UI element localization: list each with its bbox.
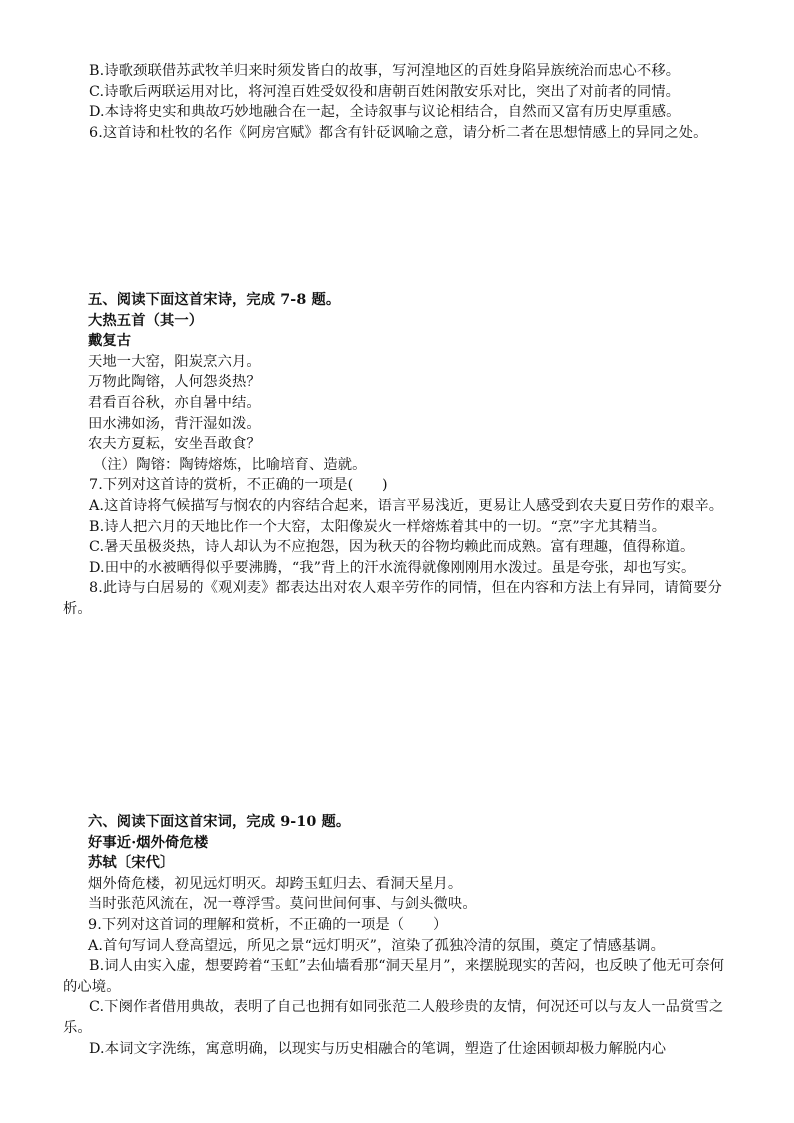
poem-line: 天地一大窑，阳炭烹六月。 bbox=[88, 353, 261, 370]
option-a: A.这首诗将气候描写与悯农的内容结合起来，语言平易浅近，更易让人感受到农夫夏日劳作的艰辛。 bbox=[89, 497, 724, 514]
poem-line: 烟外倚危楼，初见远灯明灭。却跨玉虹归去、看洞天星月。 bbox=[88, 875, 463, 892]
poem-author: 戴复古 bbox=[88, 333, 132, 350]
section-4-tail bbox=[89, 61, 737, 143]
option-b: B.词人由实入虚，想要跨着“玉虹”去仙墙看那“洞天星月”，来摆脱现实的苦闷，也反映了他无可奈何的心境。 bbox=[63, 958, 725, 995]
section-5 bbox=[63, 290, 737, 620]
poem-line: 万物此陶镕，人何怨炎热？ bbox=[88, 374, 261, 391]
question-6: 6.这首诗和杜牧的名作《阿房宫赋》都含有针砭讽喻之意，请分析二者在思想情感上的异同之处。 bbox=[89, 124, 708, 141]
poem-title: 大热五首（其一） bbox=[88, 312, 204, 329]
poem-title: 好事近·烟外倚危楼 bbox=[88, 834, 209, 851]
poem-author: 苏轼〔宋代〕 bbox=[88, 855, 175, 872]
option-d: D.本词文字洗练，寓意明确，以现实与历史相融合的笔调，塑造了仕途困顿却极力解脱内心 bbox=[89, 1040, 667, 1057]
option-c: C.暑天虽极炎热，诗人却认为不应抱怨，因为秋天的谷物均赖此而成熟。富有理趣，值得称道。 bbox=[89, 539, 695, 556]
poem-line: 农夫方夏耘，安坐吾敢食？ bbox=[88, 436, 261, 453]
option-a: A.首句写词人登高望远，所见之景“远灯明灭”，渲染了孤独冷清的氛围，奠定了情感基调。 bbox=[88, 937, 665, 954]
option-b: B.诗歌颈联借苏武牧羊归来时须发皆白的故事，写河湟地区的百姓身陷异族统治而忠心不移。 bbox=[89, 63, 681, 79]
question-8: 8.此诗与白居易的《观刈麦》都表达出对农人艰辛劳作的同情，但在内容和方法上有异同，请简要分析。 bbox=[63, 580, 722, 617]
option-c: C.下阕作者借用典故，表明了自己也拥有如同张范二人般珍贵的友情，何况还可以与友人一品赏雪之乐。 bbox=[63, 999, 724, 1036]
option-d: D.田中的水被晒得似乎要沸腾，“我”背上的汗水流得就像刚刚用水泼过。虽是夸张，却也写实。 bbox=[89, 559, 696, 576]
option-d: D.本诗将史实和典故巧妙地融合在一起，全诗叙事与议论相结合，自然而又富有历史厚重感。 bbox=[89, 104, 681, 121]
question-9: 9.下列对这首词的理解和赏析，不正确的一项是（ ） bbox=[88, 916, 448, 933]
section-6 bbox=[63, 812, 737, 1059]
question-7: 7.下列对这首诗的赏析，不正确的一项是( ) bbox=[89, 477, 388, 494]
option-b: B.诗人把六月的天地比作一个大窑，太阳像炭火一样熔炼着其中的一切。“烹”字尤其精当。 bbox=[89, 518, 667, 535]
option-c: C.诗歌后两联运用对比，将河湟百姓受奴役和唐朝百姓闲散安乐对比，突出了对前者的同情。 bbox=[89, 83, 681, 100]
poem-line: 田水沸如汤，背汗湿如泼。 bbox=[88, 415, 261, 432]
poem-line: 当时张范风流在，况一尊浮雪。莫问世间何事、与剑头微吷。 bbox=[88, 896, 477, 913]
poem-line: 君看百谷秋，亦自暑中结。 bbox=[88, 394, 261, 411]
section-heading: 六、阅读下面这首宋词，完成 9-10 题。 bbox=[88, 814, 351, 830]
poem-note: （注）陶镕：陶铸熔炼，比喻培育、造就。 bbox=[93, 456, 367, 473]
section-heading: 五、阅读下面这首宋诗，完成 7-8 题。 bbox=[88, 292, 341, 308]
